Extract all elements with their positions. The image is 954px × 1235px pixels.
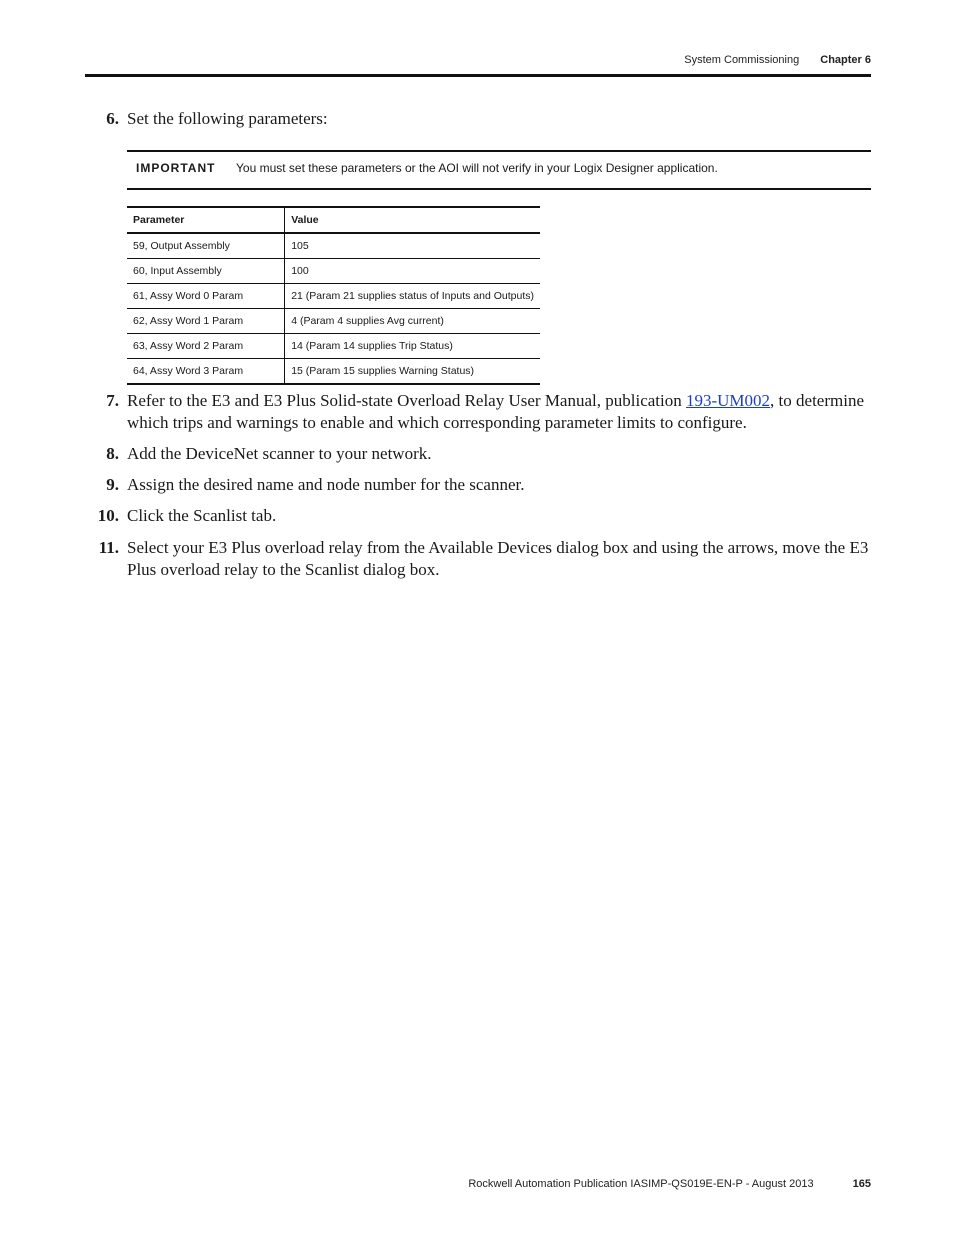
step-6 xyxy=(85,108,871,130)
page-number: 165 xyxy=(852,1178,871,1190)
parameter-cell: 62, Assy Word 1 Param xyxy=(127,309,285,334)
value-cell: 14 (Param 14 supplies Trip Status) xyxy=(285,334,540,359)
step-text: Click the Scanlist tab. xyxy=(127,506,277,525)
column-header-parameter: Parameter xyxy=(127,207,285,233)
step-text xyxy=(127,390,871,434)
important-callout xyxy=(127,150,871,190)
step-9 xyxy=(85,474,871,496)
step-10 xyxy=(85,505,871,527)
parameter-cell: 64, Assy Word 3 Param xyxy=(127,359,285,385)
step-number: 11. xyxy=(98,538,119,557)
step-text-before: Refer to the E3 and E3 Plus Solid-state Overload Relay User Manual, publication xyxy=(127,391,686,410)
table-row xyxy=(127,334,540,359)
parameter-cell: 61, Assy Word 0 Param xyxy=(127,284,285,309)
table-row xyxy=(127,233,540,259)
step-number: 7. xyxy=(106,391,119,410)
value-cell: 15 (Param 15 supplies Warning Status) xyxy=(285,359,540,385)
important-label: IMPORTANT xyxy=(136,161,216,175)
step-text-after: , to determine which trips and warnings to enable and which corresponding parameter limits to configure. xyxy=(127,391,864,432)
parameter-cell: 63, Assy Word 2 Param xyxy=(127,334,285,359)
step-text: Set the following parameters: xyxy=(127,109,328,128)
running-header xyxy=(684,54,871,66)
parameters-table xyxy=(127,206,540,385)
page-footer xyxy=(468,1178,871,1190)
column-header-value: Value xyxy=(285,207,540,233)
section-title: System Commissioning xyxy=(684,54,800,66)
publication-link[interactable]: 193-UM002 xyxy=(685,391,771,410)
step-number: 9. xyxy=(106,475,119,494)
value-cell: 100 xyxy=(285,259,540,284)
parameter-cell: 59, Output Assembly xyxy=(127,233,285,259)
step-8 xyxy=(85,443,871,465)
step-7 xyxy=(85,390,871,434)
table-row xyxy=(127,259,540,284)
header-rule xyxy=(85,74,871,77)
table-row xyxy=(127,309,540,334)
value-cell: 4 (Param 4 supplies Avg current) xyxy=(285,309,540,334)
publication-info: Rockwell Automation Publication IASIMP-QS019E-EN-P - August 2013 xyxy=(468,1178,814,1190)
value-cell: 21 (Param 21 supplies status of Inputs and Outputs) xyxy=(285,284,540,309)
table-row xyxy=(127,359,540,385)
table-row xyxy=(127,284,540,309)
step-11 xyxy=(85,537,871,581)
step-text: Assign the desired name and node number for the scanner. xyxy=(127,475,525,494)
step-text: Select your E3 Plus overload relay from the Available Devices dialog box and using the arrows, move the E3 Plus overload relay to the Scanlist dialog box. xyxy=(127,538,869,579)
step-number: 10. xyxy=(97,506,119,525)
step-number: 8. xyxy=(106,444,119,463)
table-header-row xyxy=(127,207,540,233)
value-cell: 105 xyxy=(285,233,540,259)
parameter-cell: 60, Input Assembly xyxy=(127,259,285,284)
step-number: 6. xyxy=(106,109,119,128)
step-text: Add the DeviceNet scanner to your network. xyxy=(127,444,432,463)
important-message: You must set these parameters or the AOI will not verify in your Logix Designer application. xyxy=(236,161,718,175)
chapter-label: Chapter 6 xyxy=(820,54,871,66)
